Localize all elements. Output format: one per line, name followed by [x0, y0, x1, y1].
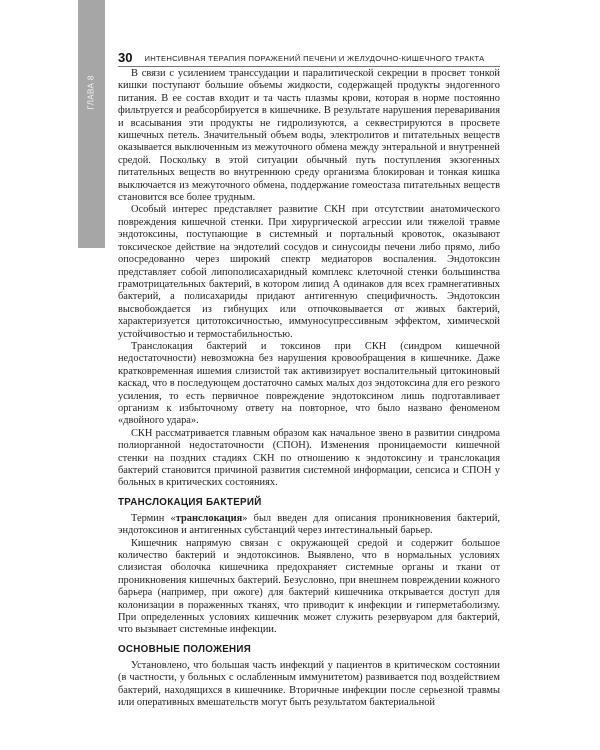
chapter-side-tab — [78, 0, 105, 248]
chapter-label — [78, 72, 105, 112]
section-heading-translocation: ТРАНСЛОКАЦИЯ БАКТЕРИЙ — [118, 496, 262, 508]
section-heading-main: ОСНОВНЫЕ ПОЛОЖЕНИЯ — [118, 643, 252, 655]
paragraph-4: СКН рассматривается главным образом как начальное звено в развитии синдрома полиорганной недостаточности (СПОН). Изменения проницаемости кишечной стенки на поздних стадиях СКН по отношению к эндотоксину и транслокация бактерий становится причиной развития системной информации, сепсиса и СПОН у больных в критических состояниях. — [118, 427, 500, 489]
paragraph-3: Транслокация бактерий и токсинов при СКН (синдром кишечной недостаточности) невозможна без нарушения кровообращения в кишечнике. Даже кратковременная ишемия слизистой так активизирует воспалительный цитокиновый каскад, что в последующем достаточно самых малых доз эндотоксина для его резкого усиления, то есть первичное повреждение эндотоксином лишь подготавливает организм к избыточному ответу на повторное, что было названо феноменом «двойного удара». — [118, 340, 500, 427]
term-translocation: транслокация — [175, 512, 243, 524]
paragraph-translocation-2: Кишечник напрямую связан с окружающей средой и содержит большое количество бактерий и эндотоксинов. Выявлено, что в нормальных условиях слизистая оболочка кишечника предохраняет системные органы и ткани от проникновения кишечных бактерий. Безусловно, при внешнем повреждении кожного барьера (например, при ожоге) для бактерий кишечника открывается доступ для колонизации в пораженных тканях, что приводит к инфекции и гиперметаболизму. При определенных условиях кишечник может служить резервуаром для бактерий, что вызывает системные инфекции. — [118, 537, 500, 636]
chapter-label-text: ГЛАВА 8 — [87, 74, 97, 110]
term-quote-open: Термин « — [131, 512, 176, 524]
paragraph-1: В связи с усилением транссудации и паралитической секреции в просвет тонкой кишки поступают большие объемы жидкости, содержащей продукты эндогенного питания. В ее состав входит и та часть плазмы крови, которая в норме постоянно фильтруется и реабсорбируется в кишечнике. В результате нарушения переваривания и всасывания эти продукты не гидролизуются, а секвестрируются в просвете кишечных петель. Значительный объем воды, электролитов и питательных веществ оказывается выключенным из межуточного обмена между энтеральной и внутренней средой. Поскольку в этой ситуации обычный путь поступления экзогенных питательных веществ во внутреннюю среду организма блокирован и тонкая кишка выключается из межуточного обмена, поддержание гомеостаза питательных веществ становится все более трудным. — [118, 68, 500, 204]
page-number: 30 — [118, 50, 133, 65]
paragraph-2: Особый интерес представляет развитие СКН при отсутствии анатомического повреждения кишечной стенки. При хирургической агрессии или тяжелой травме эндотоксины, поступающие в системный и портальный кровоток, оказывают токсическое действие на эндотелий сосудов и синусоиды печени либо прямо, либо опосредованно через широкий спектр медиаторов воспаления. Эндотоксин представляет собой липополисахаридный комплекс клеточной стенки большинства грамотрицательных бактерий, в котором липид А одинаков для всех грамнегативных бактерий, а полисахариды придают антигенную специфичность. Эндотоксин высвобождается из гибнущих или отпочковывается от живых бактерий, характеризуется цитотоксичностью, иммуносупрессивным эффектом, химической устойчивостью и термостабильностью. — [118, 204, 500, 340]
running-header — [118, 48, 500, 64]
running-title: ИНТЕНСИВНАЯ ТЕРАПИЯ ПОРАЖЕНИЙ ПЕЧЕНИ И ЖЕЛУДОЧНО-КИШЕЧНОГО ТРАКТА — [144, 54, 485, 63]
term-definition-rest: » был введен для описания проникновения бактерий, эндотоксинов и антигенных субстанций через интестинальный барьер. — [118, 512, 500, 537]
paragraph-main-1: Установлено, что большая часть инфекций у пациентов в критическом состоянии (в частности, у больных с ослабленным иммунитетом) развивается под воздействием бактерий, находящихся в кишечнике. Вторичные инфекции после серьезной травмы или оперативных вмешательств могут быть результатом бактериальной — [118, 659, 500, 709]
page-content — [118, 68, 500, 710]
header-rule — [118, 66, 500, 67]
paragraph-translocation-definition — [118, 513, 500, 538]
